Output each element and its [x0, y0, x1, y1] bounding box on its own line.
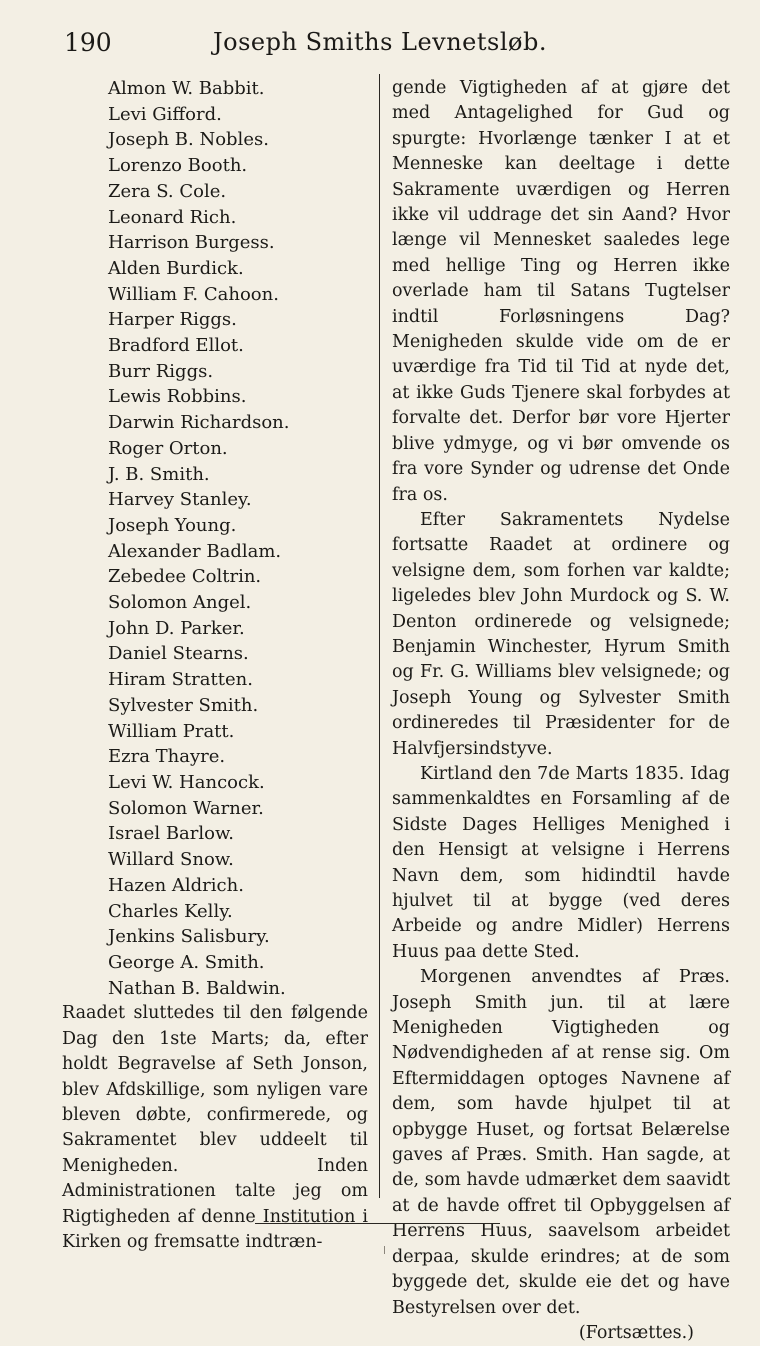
name-entry: Almon W. Babbit. [108, 78, 265, 99]
column-divider [379, 74, 380, 1198]
name-entry: Joseph B. Nobles. [108, 129, 269, 151]
names-list [108, 76, 368, 1001]
name-entry: Israel Barlow. [108, 823, 234, 845]
name-entry: Zebedee Coltrin. [108, 566, 262, 588]
name-entry: Harvey Stanley. [108, 489, 252, 511]
left-column [62, 76, 368, 1255]
page-header [64, 28, 696, 64]
name-entry: Burr Riggs. [108, 360, 214, 382]
left-paragraph: Raadet sluttedes til den følgende Dag den 1ste Marts; da, efter holdt Begravelse af Seth Jonson, blev Afdskillige, som nyligen vare bleven døbte, confirmerede, og Sakramentet blev uddeelt til Menigheden. Inden Administrationen talte jeg om Rigtigheden af denne Institution i Kirken og fremsatte indtræn- [62, 1003, 368, 1252]
footer-rule [255, 1223, 500, 1224]
right-paragraph-2: Efter Sakramentets Nydelse fortsatte Raadet at ordinere og velsigne dem, som forhen var kaldte; ligeledes blev John Murdock og S. W. Denton ordinerede og velsignede; Benjamin Winchester, Hyrum Smith og Fr. G. Williams blev velsignede; og Joseph Young og Sylvester Smith ordineredes til Præsidenter for de Halvfjersindstyve. [392, 509, 730, 759]
name-entry: Charles Kelly. [108, 900, 233, 922]
name-entry: Hiram Stratten. [108, 669, 253, 691]
name-entry: Joseph Young. [108, 514, 237, 536]
name-entry: Lorenzo Booth. [108, 155, 248, 177]
name-entry: Lewis Robbins. [108, 386, 247, 408]
name-entry: Solomon Warner. [108, 797, 264, 819]
name-entry: Harper Riggs. [108, 309, 237, 331]
name-entry: Harrison Burgess. [108, 232, 275, 254]
name-entry: Leonard Rich. [108, 206, 237, 228]
footer-mark [384, 1246, 385, 1254]
name-entry: Nathan B. Baldwin. [108, 977, 286, 999]
page-number: 190 [64, 28, 112, 57]
name-entry: J. B. Smith. [108, 463, 210, 485]
name-entry: Solomon Angel. [108, 592, 252, 614]
name-entry: Levi W. Hancock. [108, 771, 265, 793]
name-entry: William Pratt. [108, 720, 235, 742]
name-entry: George A. Smith. [108, 951, 265, 973]
name-entry: Willard Snow. [108, 849, 234, 871]
name-entry: Levi Gifford. [108, 103, 222, 125]
name-entry: Roger Orton. [108, 437, 228, 459]
name-entry: Zera S. Cole. [108, 180, 227, 202]
name-entry: Ezra Thayre. [108, 746, 226, 768]
name-entry: Daniel Stearns. [108, 643, 249, 665]
name-entry: Hazen Aldrich. [108, 874, 244, 896]
right-paragraph-4: Morgenen anvendtes af Præs. Joseph Smith jun. til at lære Menigheden Vigtigheden og Nødvendigheden af at rense sig. Om Eftermiddagen optoges Navnene af dem, som havde hjulpet til at opbygge Huset, og fortsat Belærelse gaves af Præs. Smith. Han sagde, at de, som havde udmærket dem saavidt at de havde offret til Opbyggelsen af Herrens Huus, saavelsom arbeidet derpaa, skulde erindres; at de som byggede det, skulde eie det og have Bestyrelsen over det. [392, 967, 730, 1318]
running-title: Joseph Smiths Levnetsløb. [213, 28, 547, 56]
name-entry: William F. Cahoon. [108, 283, 279, 305]
name-entry: John D. Parker. [108, 617, 245, 639]
right-column [392, 76, 730, 1346]
name-entry: Darwin Richardson. [108, 412, 290, 434]
name-entry: Jenkins Salisbury. [108, 926, 270, 948]
right-paragraph-1: gende Vigtigheden af at gjøre det med Antagelighed for Gud og spurgte: Hvorlænge tænker I at et Menneske kan deeltage i dette Sakramente uværdigen og Herren ikke vil uddrage det sin Aand? Hvor længe vil Mennesket saaledes lege med hellige Ting og Herren ikke overlade ham til Satans Tugtelser indtil Forløsningens Dag? Menigheden skulde vide om de er uværdige fra Tid til Tid at nyde det, at ikke Guds Tjenere skal forbydes at forvalte det. Derfor bør vore Hjerter blive ydmyge, og vi bør omvende os fra vore Synder og udrense det Onde fra os. [392, 78, 730, 505]
right-paragraph-3: Kirtland den 7de Marts 1835. Idag sammenkaldtes en Forsamling af de Sidste Dages Helliges Menighed i den Hensigt at velsigne i Herrens Navn dem, som hidindtil havde hjulvet til at bygge (ved deres Arbeide og andre Midler) Herrens Huus paa dette Sted. [392, 763, 730, 962]
name-entry: Bradford Ellot. [108, 335, 244, 357]
name-entry: Alden Burdick. [108, 257, 244, 279]
continued-note: (Fortsættes.) [578, 1322, 694, 1343]
name-entry: Sylvester Smith. [108, 694, 259, 716]
name-entry: Alexander Badlam. [108, 540, 282, 562]
